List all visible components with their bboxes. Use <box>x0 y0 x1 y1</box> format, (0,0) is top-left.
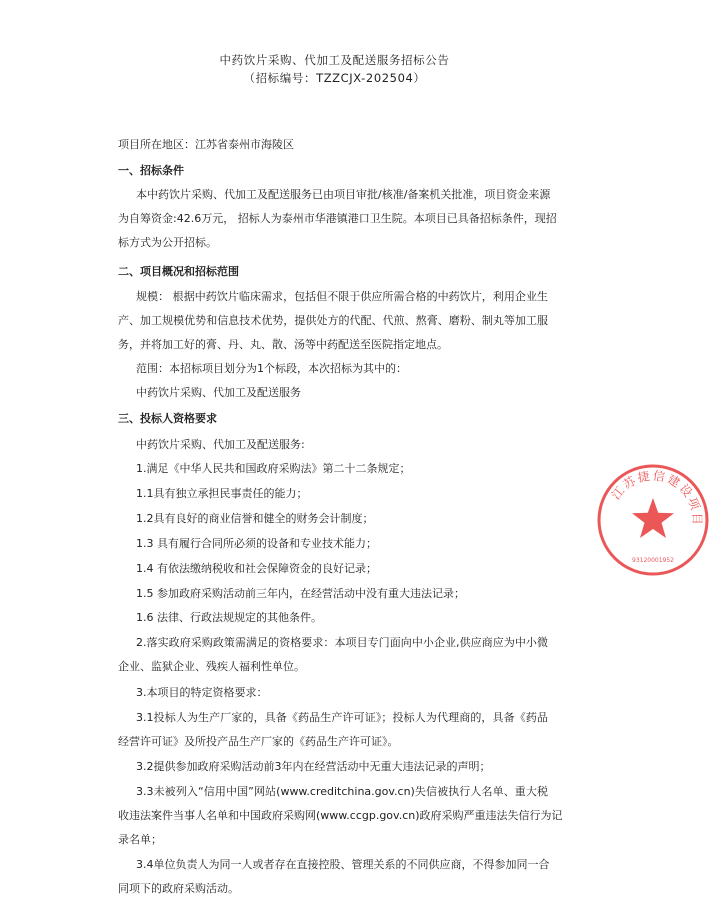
paragraph-line: 为自筹资金:42.6万元， 招标人为泰州市华港镇港口卫生院。本项目已具备招标条件，现招 <box>118 212 557 225</box>
section-heading-3: 三、投标人资格要求 <box>118 412 217 425</box>
paragraph-line: 企业、监狱企业、残疾人福利性单位。 <box>118 660 305 673</box>
seal-star-icon <box>632 498 674 538</box>
paragraph-line: 1.5 参加政府采购活动前三年内，在经营活动中没有重大违法记录； <box>136 587 465 600</box>
tender-number: （招标编号：TZZCJX-202504） <box>243 71 426 85</box>
paragraph-line: 1.6 法律、行政法规规定的其他条件。 <box>136 611 322 624</box>
section-heading-1: 一、招标条件 <box>118 164 184 177</box>
paragraph-line: 3.2提供参加政府采购活动前3年内在经营活动中无重大违法记录的声明； <box>136 760 491 773</box>
paragraph-line: 产、加工规模优势和信息技术优势，提供处方的代配、代煎、熬膏、磨粉、制丸等加工服 <box>118 314 548 327</box>
paragraph-line: 本中药饮片采购、代加工及配送服务已由项目审批/核准/备案机关批准，项目资金来源 <box>136 188 551 201</box>
svg-text:江苏捷信建设项目: 江苏捷信建设项目 <box>608 468 705 527</box>
paragraph-line: 中药饮片采购、代加工及配送服务 <box>136 386 301 399</box>
paragraph-line: 1.1具有独立承担民事责任的能力； <box>136 487 308 500</box>
official-seal <box>593 460 713 580</box>
paragraph-line: 经营许可证》及所投产品生产厂家的《药品生产许可证》。 <box>118 735 399 748</box>
paragraph-line: 1.3 具有履行合同所必须的设备和专业技术能力； <box>136 537 377 550</box>
paragraph-line: 1.满足《中华人民共和国政府采购法》第二十二条规定； <box>136 462 411 475</box>
paragraph-line: 收违法案件当事人名单和中国政府采购网(www.ccgp.gov.cn)政府采购严重违法失信行为记 <box>118 809 563 822</box>
paragraph-line: 规模： 根据中药饮片临床需求，包括但不限于供应所需合格的中药饮片，利用企业生 <box>136 290 548 303</box>
paragraph-line: 3.本项目的特定资格要求： <box>136 686 268 699</box>
paragraph-line: 中药饮片采购、代加工及配送服务: <box>136 438 305 451</box>
section-heading-2: 二、项目概况和招标范围 <box>118 265 239 278</box>
paragraph-line: 2.落实政府采购政策需满足的资格要求：本项目专门面向中小企业,供应商应为中小微 <box>136 636 548 649</box>
project-location: 项目所在地区：江苏省泰州市海陵区 <box>118 138 294 151</box>
paragraph-line: 3.3未被列入“信用中国”网站(www.creditchina.gov.cn)失信被执行人名单、重大税 <box>136 785 548 798</box>
paragraph-line: 标方式为公开招标。 <box>118 236 217 249</box>
paragraph-line: 1.4 有依法缴纳税收和社会保障资金的良好记录； <box>136 562 377 575</box>
svg-text:93120001952: 93120001952 <box>632 557 674 564</box>
paragraph-line: 务，并将加工好的膏、丹、丸、散、汤等中药配送至医院指定地点。 <box>118 338 448 351</box>
paragraph-line: 3.1投标人为生产厂家的，具备《药品生产许可证》；投标人为代理商的，具备《药品 <box>136 711 548 724</box>
document-title: 中药饮片采购、代加工及配送服务招标公告 <box>219 53 450 67</box>
paragraph-line: 录名单； <box>118 833 162 846</box>
paragraph-line: 范围：本招标项目划分为1个标段，本次招标为其中的： <box>136 362 407 375</box>
paragraph-line: 1.2具有良好的商业信誉和健全的财务会计制度； <box>136 512 374 525</box>
paragraph-line: 3.4单位负责人为同一人或者存在直接控股、管理关系的不同供应商，不得参加同一合 <box>136 858 550 871</box>
paragraph-line: 同项下的政府采购活动。 <box>118 882 239 895</box>
